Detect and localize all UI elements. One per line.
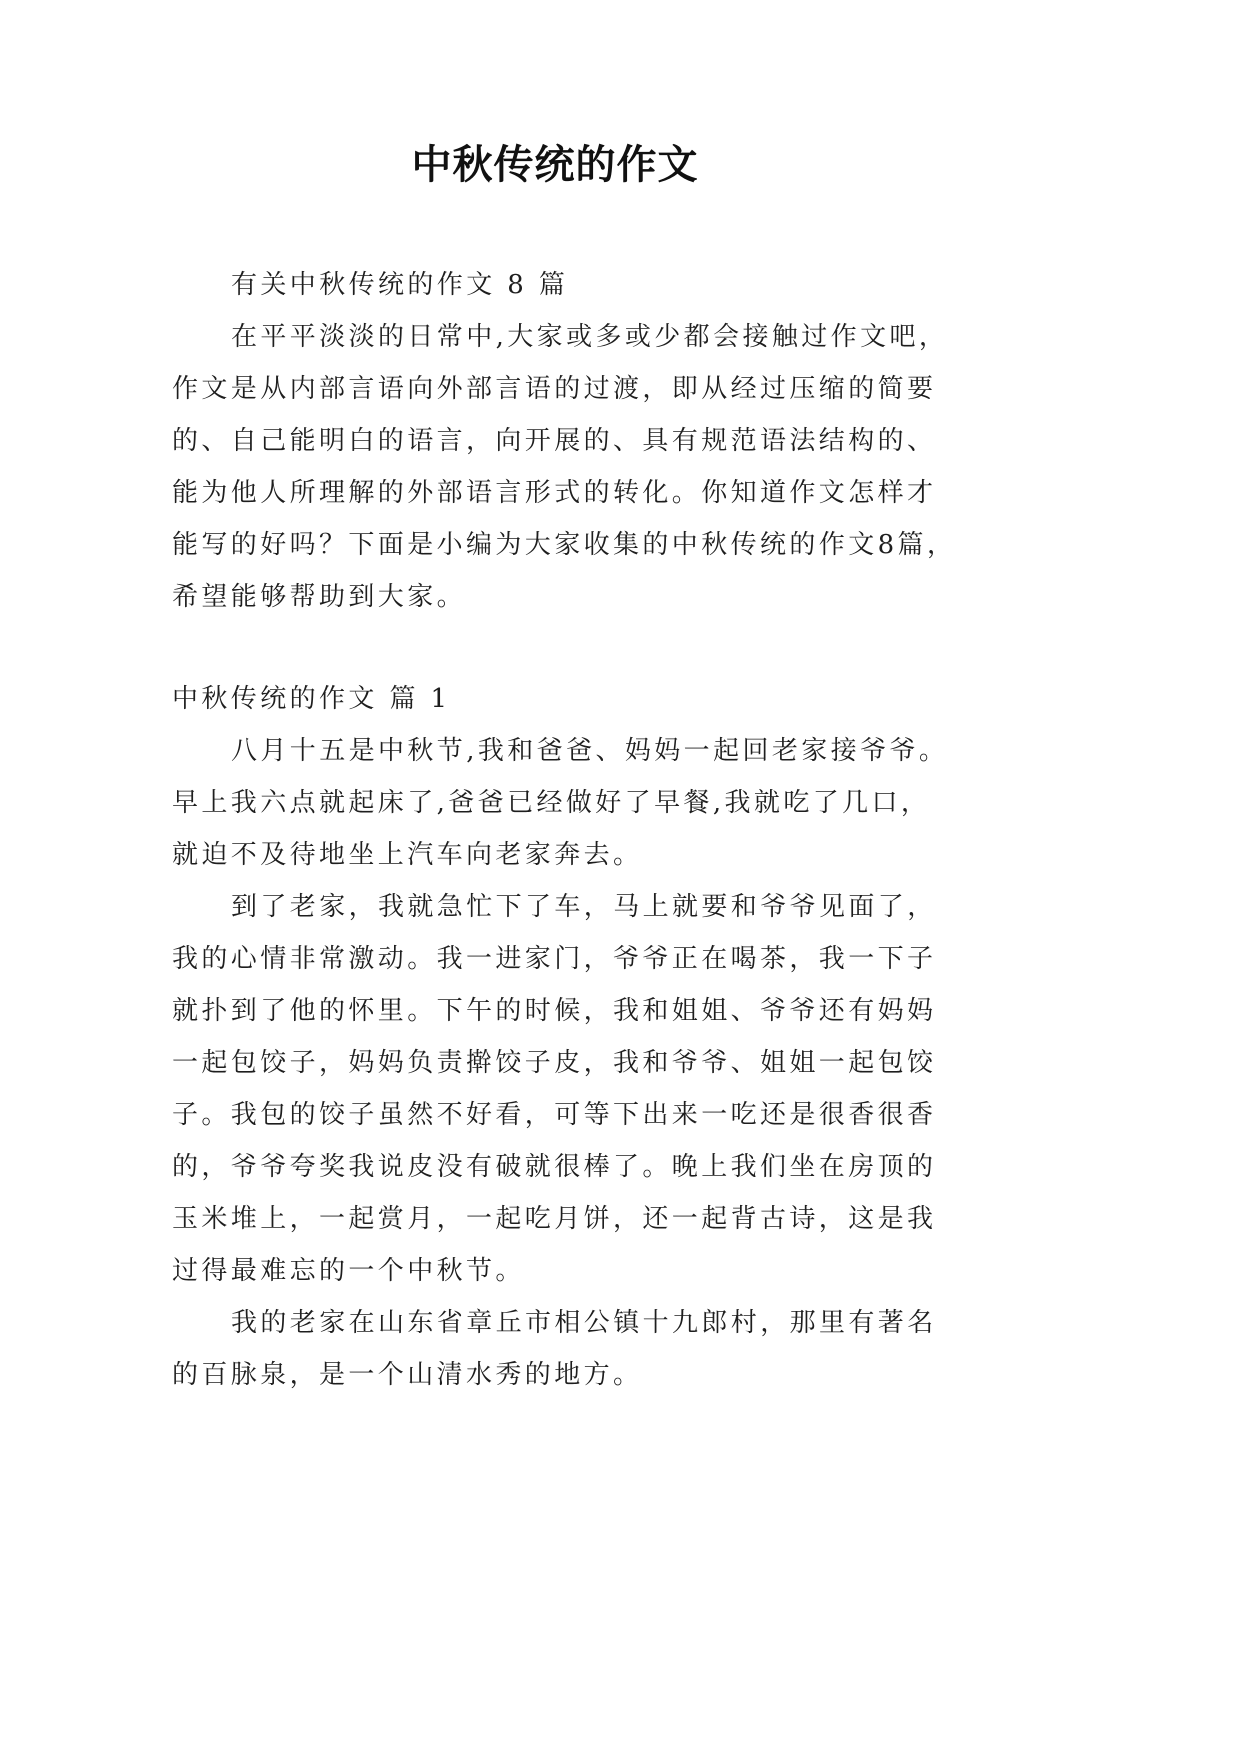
- text-line: 到了老家，我就急忙下了车，马上就要和爷爷见面了，: [231, 892, 937, 922]
- text-line: 能写的好吗？下面是小编为大家收集的中秋传统的作文8篇，: [172, 530, 957, 560]
- intro-paragraph: [172, 311, 972, 623]
- text-line: 子。我包的饺子虽然不好看，可等下出来一吃还是很香很香: [172, 1100, 937, 1130]
- text-line: 作文是从内部言语向外部言语的过渡，即从经过压缩的简要: [172, 374, 937, 404]
- section-heading: 中秋传统的作文 篇 1: [172, 684, 451, 714]
- paragraph: [172, 881, 972, 1297]
- text-line: 我的心情非常激动。我一进家门，爷爷正在喝茶，我一下子: [172, 944, 937, 974]
- section-gap: [172, 623, 972, 673]
- text-line: 就扑到了他的怀里。下午的时候，我和姐姐、爷爷还有妈妈: [172, 996, 937, 1026]
- text-line: 的、自己能明白的语言，向开展的、具有规范语法结构的、: [172, 426, 937, 456]
- text-line: 早上我六点就起床了,爸爸已经做好了早餐,我就吃了几口，: [172, 788, 931, 818]
- document-body: [172, 140, 972, 1401]
- page-title: 中秋传统的作文: [411, 141, 699, 188]
- paragraph: [172, 1297, 972, 1401]
- text-line: 就迫不及待地坐上汽车向老家奔去。: [172, 840, 643, 870]
- paragraph: [172, 725, 972, 881]
- text-line: 的，爷爷夸奖我说皮没有破就很棒了。晚上我们坐在房顶的: [172, 1152, 937, 1182]
- text-line: 希望能够帮助到大家。: [172, 582, 467, 612]
- text-line: 在平平淡淡的日常中,大家或多或少都会接触过作文吧，: [231, 322, 949, 352]
- text-line: 能为他人所理解的外部语言形式的转化。你知道作文怎样才: [172, 478, 937, 508]
- text-line: 我的老家在山东省章丘市相公镇十九郎村，那里有著名: [231, 1308, 937, 1338]
- text-line: 八月十五是中秋节,我和爸爸、妈妈一起回老家接爷爷。: [231, 736, 949, 766]
- text-line: 过得最难忘的一个中秋节。: [172, 1256, 525, 1286]
- text-line: 一起包饺子，妈妈负责擀饺子皮，我和爷爷、姐姐一起包饺: [172, 1048, 937, 1078]
- text-line: 的百脉泉，是一个山清水秀的地方。: [172, 1360, 643, 1390]
- subtitle: 有关中秋传统的作文 8 篇: [231, 270, 569, 300]
- text-line: 玉米堆上，一起赏月，一起吃月饼，还一起背古诗，这是我: [172, 1204, 937, 1234]
